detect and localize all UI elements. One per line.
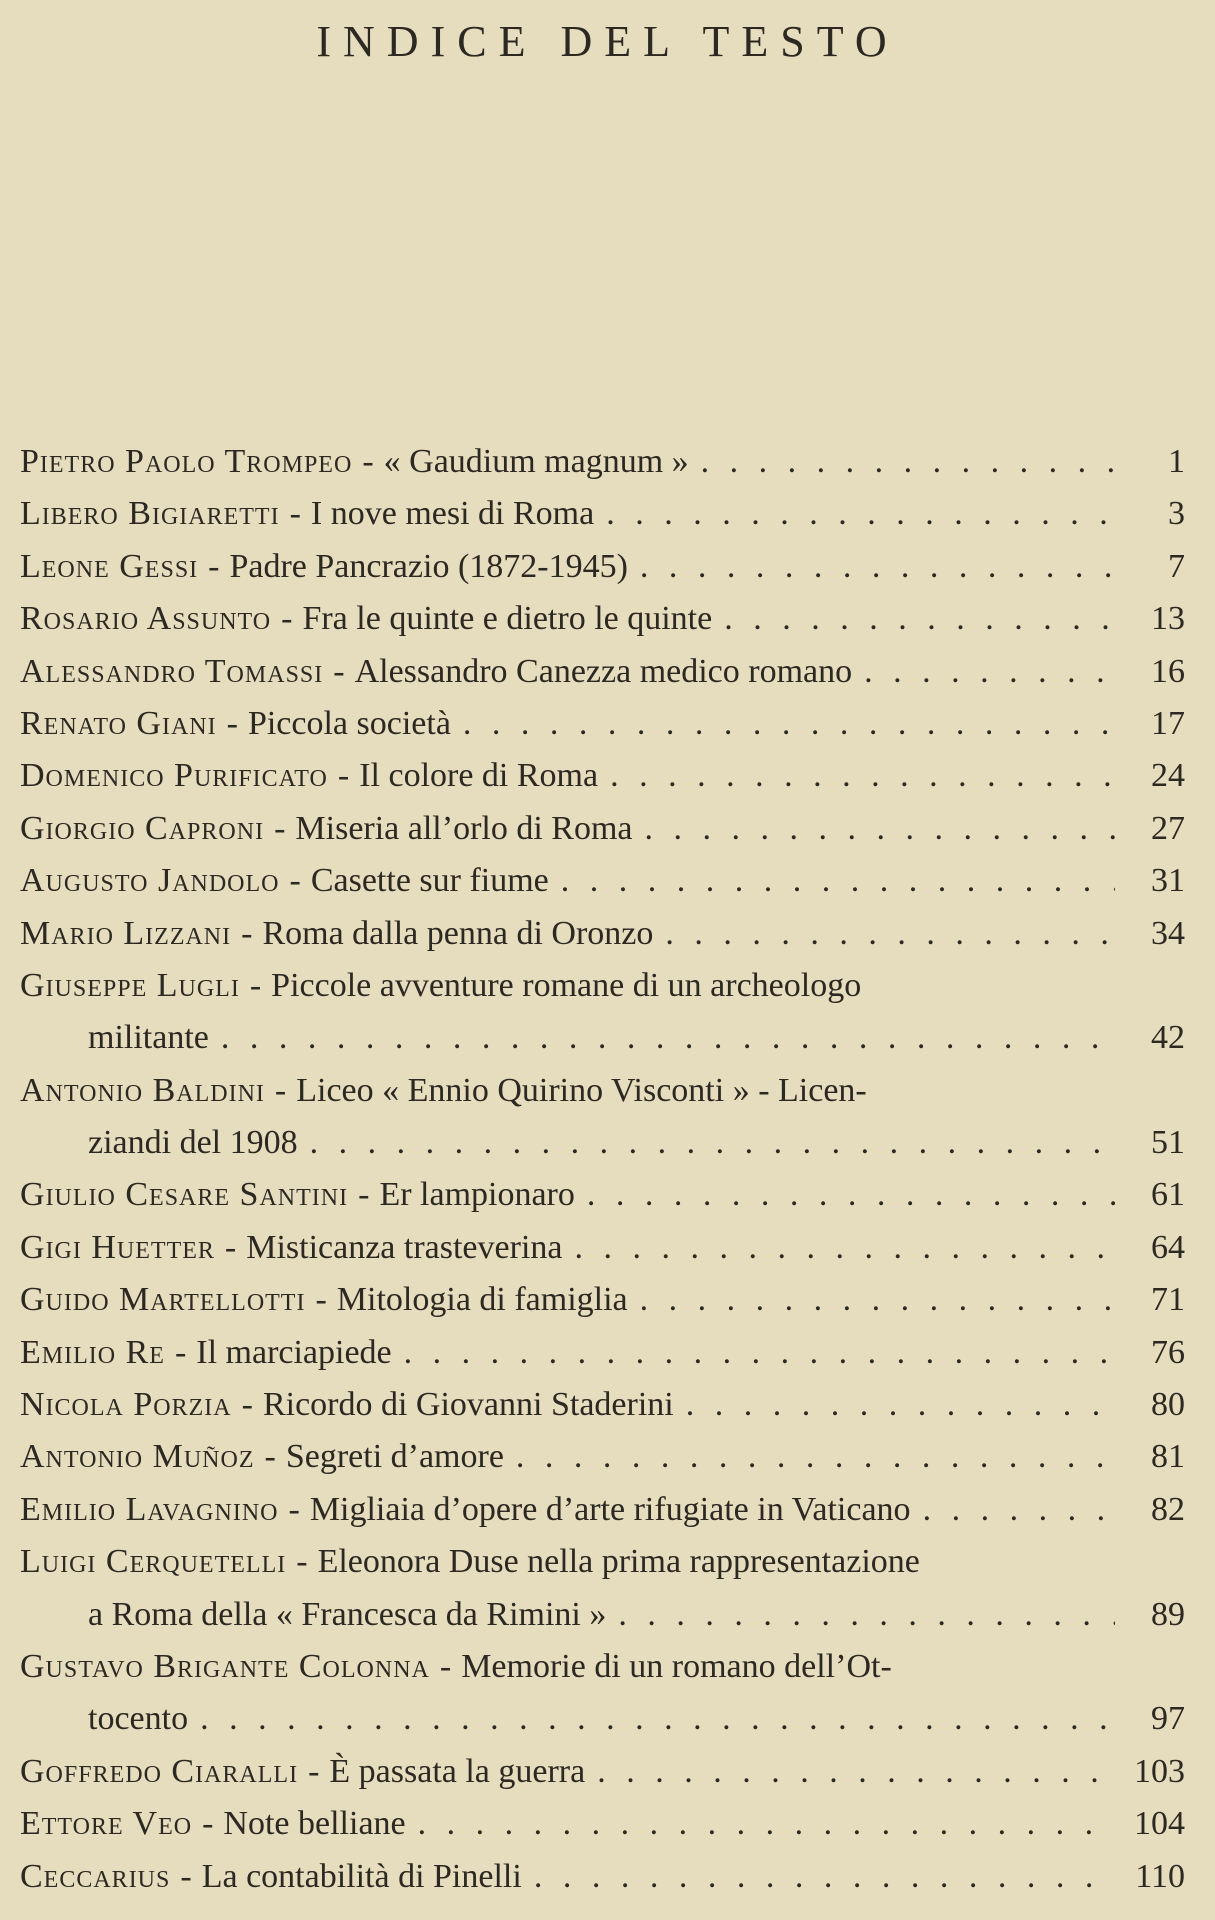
dot-leader xyxy=(724,593,1115,645)
toc-author: Ceccarius xyxy=(20,1857,171,1895)
dot-leader xyxy=(310,1117,1115,1169)
toc-entry xyxy=(20,1641,1185,1746)
toc-title: I nove mesi di Roma xyxy=(310,495,595,533)
toc-page-number: 71 xyxy=(1151,1281,1185,1319)
toc-page-number: 103 xyxy=(1134,1752,1185,1790)
dot-leader xyxy=(864,646,1115,698)
toc-author: Ettore Veo xyxy=(20,1805,193,1843)
toc-page-number: 17 xyxy=(1151,704,1185,742)
dot-leader xyxy=(200,1693,1115,1745)
toc-page-number: 24 xyxy=(1151,757,1185,795)
toc-author: Luigi Cerquetelli xyxy=(20,1543,287,1581)
toc-title: Ricordo di Giovanni Staderini xyxy=(262,1386,674,1424)
toc-author: Domenico Purificato xyxy=(20,757,328,795)
toc-entry xyxy=(20,698,1185,750)
toc-title: « Gaudium magnum » xyxy=(383,443,689,480)
toc-author: Rosario Assunto xyxy=(20,600,272,638)
toc-author: Antonio Muñoz xyxy=(20,1438,255,1476)
toc-entry xyxy=(20,960,1185,1065)
dot-leader xyxy=(404,1327,1115,1379)
toc-author: Pietro Paolo Trompeo xyxy=(20,443,353,480)
toc-separator: - xyxy=(439,1647,452,1685)
dot-leader xyxy=(463,698,1115,750)
toc-page-number: 81 xyxy=(1151,1438,1185,1476)
toc-entry xyxy=(20,488,1185,540)
toc-title: Liceo « Ennio Quirino Visconti » - Licen- xyxy=(296,1071,867,1109)
toc-page-number: 16 xyxy=(1151,652,1185,690)
toc-title: Misticanza trasteverina xyxy=(246,1228,563,1266)
toc-title: Fra le quinte e dietro le quinte xyxy=(302,600,713,638)
toc-title: Il marciapiede xyxy=(196,1333,392,1371)
toc-page-number: 51 xyxy=(1151,1124,1185,1162)
dot-leader xyxy=(587,1169,1115,1221)
toc-entry xyxy=(20,1798,1185,1850)
page-title: INDICE DEL TESTO xyxy=(316,17,899,66)
toc-author: Emilio Re xyxy=(20,1333,165,1371)
toc-page-number: 31 xyxy=(1151,862,1185,900)
toc-separator: - xyxy=(180,1857,192,1895)
toc-page-number: 110 xyxy=(1135,1857,1185,1895)
dot-leader xyxy=(574,1222,1115,1274)
toc-page-number: 7 xyxy=(1168,547,1185,585)
toc-title-continued: militante xyxy=(88,1019,209,1057)
toc-title: Memorie di un romano dell’Ot- xyxy=(461,1647,892,1685)
dot-leader xyxy=(534,1851,1115,1903)
dot-leader xyxy=(618,1589,1115,1641)
toc-page-number: 1 xyxy=(1168,443,1185,480)
toc-author: Leone Gessi xyxy=(20,547,199,585)
toc-separator: - xyxy=(226,704,238,742)
table-of-contents xyxy=(20,436,1185,1903)
toc-page-number: 13 xyxy=(1151,600,1185,638)
toc-title: Piccole avventure romane di un archeologo xyxy=(271,966,862,1004)
toc-entry xyxy=(20,1484,1185,1536)
toc-title: Il colore di Roma xyxy=(359,757,599,795)
dot-leader xyxy=(516,1431,1115,1483)
toc-separator: - xyxy=(274,1071,287,1109)
toc-title: Padre Pancrazio (1872-1945) xyxy=(229,547,628,585)
toc-entry-line-2 xyxy=(20,1117,1185,1169)
dot-leader xyxy=(665,908,1115,960)
toc-entry xyxy=(20,908,1185,960)
toc-page-number: 34 xyxy=(1151,914,1185,952)
toc-title: La contabilità di Pinelli xyxy=(201,1857,522,1895)
toc-entry-line-1 xyxy=(20,960,1185,1012)
toc-entry xyxy=(20,1222,1185,1274)
toc-separator: - xyxy=(333,652,345,690)
toc-title: Eleonora Duse nella prima rappresentazione xyxy=(317,1543,920,1581)
toc-entry xyxy=(20,803,1185,855)
toc-page-number: 89 xyxy=(1151,1595,1185,1633)
toc-entry xyxy=(20,593,1185,645)
toc-entry-line-1 xyxy=(20,1641,1185,1693)
toc-separator: - xyxy=(296,1543,308,1581)
toc-author: Giorgio Caproni xyxy=(20,809,265,847)
toc-separator: - xyxy=(264,1438,276,1476)
toc-separator: - xyxy=(337,757,350,795)
toc-separator: - xyxy=(358,1176,370,1214)
dot-leader xyxy=(606,488,1115,540)
toc-separator: - xyxy=(289,862,301,900)
toc-entry xyxy=(20,855,1185,907)
toc-separator: - xyxy=(241,914,253,952)
toc-author: Giulio Cesare Santini xyxy=(20,1176,349,1214)
dot-leader xyxy=(221,1012,1115,1064)
toc-entry xyxy=(20,1065,1185,1170)
toc-page-number: 3 xyxy=(1168,495,1185,533)
dot-leader xyxy=(701,436,1115,488)
toc-separator: - xyxy=(288,1490,300,1528)
toc-title: Casette sur fiume xyxy=(310,862,549,900)
toc-separator: - xyxy=(274,809,286,847)
toc-title: Mitologia di famiglia xyxy=(336,1281,628,1319)
toc-page-number: 80 xyxy=(1151,1386,1185,1424)
toc-separator: - xyxy=(315,1281,327,1319)
dot-leader xyxy=(561,855,1115,907)
toc-entry xyxy=(20,646,1185,698)
toc-page-number: 27 xyxy=(1151,809,1185,847)
toc-title: Miseria all’orlo di Roma xyxy=(295,809,633,847)
toc-separator: - xyxy=(202,1805,214,1843)
toc-author: Augusto Jandolo xyxy=(20,862,280,900)
toc-separator: - xyxy=(289,495,301,533)
toc-title: Alessandro Canezza medico romano xyxy=(354,652,853,690)
toc-separator: - xyxy=(308,1752,320,1790)
toc-title: Segreti d’amore xyxy=(285,1438,504,1476)
toc-title: Migliaia d’opere d’arte rifugiate in Vaticano xyxy=(309,1490,911,1528)
toc-author: Gigi Huetter xyxy=(20,1228,215,1266)
toc-title: È passata la guerra xyxy=(329,1752,586,1790)
toc-author: Emilio Lavagnino xyxy=(20,1490,279,1528)
toc-entry-line-2 xyxy=(20,1012,1185,1064)
toc-entry-line-1 xyxy=(20,1536,1185,1588)
toc-entry-line-1 xyxy=(20,1065,1185,1117)
toc-title: Piccola società xyxy=(247,704,451,742)
toc-entry xyxy=(20,1274,1185,1326)
toc-separator: - xyxy=(174,1333,187,1371)
toc-entry xyxy=(20,750,1185,802)
toc-separator: - xyxy=(281,600,293,638)
toc-page-number: 82 xyxy=(1151,1490,1185,1528)
toc-entry xyxy=(20,1851,1185,1903)
toc-title-continued: ziandi del 1908 xyxy=(88,1124,298,1162)
dot-leader xyxy=(610,750,1115,802)
toc-author: Antonio Baldini xyxy=(20,1071,265,1109)
toc-page-number: 42 xyxy=(1151,1019,1185,1057)
dot-leader xyxy=(686,1379,1115,1431)
toc-author: Guido Martellotti xyxy=(20,1281,306,1319)
toc-author: Giuseppe Lugli xyxy=(20,966,240,1004)
toc-separator: - xyxy=(241,1386,253,1424)
toc-entry xyxy=(20,1327,1185,1379)
dot-leader xyxy=(640,541,1115,593)
toc-title: Roma dalla penna di Oronzo xyxy=(262,914,654,952)
toc-author: Alessandro Tomassi xyxy=(20,652,324,690)
toc-author: Renato Giani xyxy=(20,704,217,742)
toc-separator: - xyxy=(362,443,374,480)
dot-leader xyxy=(923,1484,1115,1536)
toc-entry xyxy=(20,1379,1185,1431)
toc-entry xyxy=(20,541,1185,593)
toc-entry xyxy=(20,436,1185,488)
toc-author: Mario Lizzani xyxy=(20,914,232,952)
toc-entry xyxy=(20,1431,1185,1483)
dot-leader xyxy=(645,803,1115,855)
dot-leader xyxy=(640,1274,1115,1326)
toc-separator: - xyxy=(224,1228,237,1266)
toc-page-number: 104 xyxy=(1134,1805,1185,1843)
toc-title-continued: a Roma della « Francesca da Rimini » xyxy=(88,1595,607,1633)
toc-entry xyxy=(20,1536,1185,1641)
toc-separator: - xyxy=(208,547,220,585)
toc-author: Goffredo Ciaralli xyxy=(20,1752,299,1790)
toc-title-continued: tocento xyxy=(88,1700,189,1738)
toc-entry xyxy=(20,1746,1185,1798)
toc-title: Note belliane xyxy=(223,1805,406,1843)
toc-page-number: 97 xyxy=(1151,1700,1185,1738)
toc-author: Libero Bigiaretti xyxy=(20,495,280,533)
toc-page-number: 64 xyxy=(1151,1228,1185,1266)
toc-entry-line-2 xyxy=(20,1693,1185,1745)
toc-author: Gustavo Brigante Colonna xyxy=(20,1647,430,1685)
toc-separator: - xyxy=(249,966,262,1004)
toc-entry xyxy=(20,1169,1185,1221)
toc-page-number: 61 xyxy=(1151,1176,1185,1214)
toc-author: Nicola Porzia xyxy=(20,1386,232,1424)
dot-leader xyxy=(418,1798,1115,1850)
toc-page-number: 76 xyxy=(1151,1333,1185,1371)
toc-entry-line-2 xyxy=(20,1589,1185,1641)
dot-leader xyxy=(597,1746,1115,1798)
toc-title: Er lampionaro xyxy=(379,1176,575,1214)
